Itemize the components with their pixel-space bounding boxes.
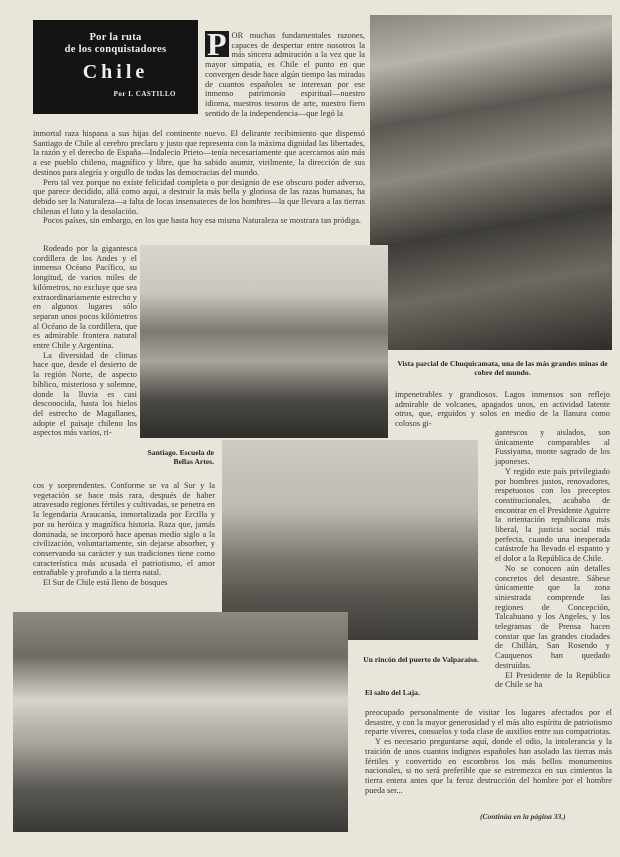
santiago-caption: Santiago. Escuela de Bellas Artes. — [147, 448, 214, 466]
paragraph: Pero tal vez porque no existe felicidad completa o por designio de ese obscuro poder adverso, que parece decidido, allá como aquí, a destruir la más bella y gloriosa de las razas humanas, ha debido ser la Naturaleza—a falta de locas insensateces de los hombres—la que llevara a las tierras chilenas el luto y la desolación. — [33, 177, 365, 216]
santiago-bellas-artes-photo — [140, 245, 388, 438]
port-caption: Un rincón del puerto de Valparaíso. — [363, 655, 479, 664]
title-box — [33, 20, 198, 114]
paragraph: El Sur de Chile está lleno de bosques — [43, 578, 168, 588]
left-bottom-text — [33, 481, 215, 588]
salto-del-laja-photo — [13, 612, 348, 832]
paragraph: No se conocen aún detalles concretos del desastre. Sábese únicamente que la zona siniestrada comprende las regiones de Concepción, Talcahuano y los Angeles, y los telegramas de Prensa hacen constar que las grandes ciudades de Chillán, San Rosendo y Cauquenos han quedado destruídas. — [495, 563, 610, 670]
intro-paragraph: OR muchas fundamentales razones, capaces de despertar entre nosotros la más sincera admiración a la vez que la mayor simpatía, es Chile el punto en que convergen desde hace algún tiempo las miradas de cuantos españoles se interesan por ese inmenso patrimonio espiritual—nuestro idioma, nuestros tesoros de arte, nuestro fiero sentido de la independencia—que legó la — [205, 31, 365, 118]
drop-cap: P — [207, 26, 227, 62]
wide-text — [33, 129, 365, 226]
paragraph: impenetrables y grandiosos. Lagos inmensos son reflejo admirable de volcanes, apagados unos, en actividad latente otros, que, erguidos y solos en medio de la llanura como colosos gi- — [395, 390, 610, 429]
valparaiso-port-photo — [222, 440, 478, 640]
right-column — [495, 428, 610, 690]
kicker-line-2: de los conquistadores — [64, 44, 167, 55]
waterfall-caption: El salto del Laja. — [365, 688, 420, 697]
paragraph: gantescos y aislados, son únicamente comparables al Fussiyama, monte sagrado de los japoneses. — [495, 428, 610, 467]
continued-note: (Continúa en la página 33.) — [480, 812, 566, 821]
kicker-line-1: Por la ruta — [89, 32, 142, 43]
kicker — [33, 32, 198, 56]
right-wide-text — [395, 390, 610, 429]
paragraph: inmortal raza hispana a sus hijas del continente nuevo. El delirante recibimiento que dispensó Santiago de Chile al cerebro preclaro y justo que representa con la máxima dignidad las libertades, la razón y el derecho de España—Indalecio Prieto—tenía necesariamente que acercarnos aún más a ese pueblo chileno, magnífico y libre, que ha sabido asumir, virilmente, la dirección de sus destinos para alegría y orgullo de todas las democracias del mundo. — [33, 129, 365, 177]
paragraph: Pocos países, sin embargo, en los que hasta hoy esa misma Naturaleza se mostrara tan pródiga. — [43, 216, 362, 226]
paragraph: Y es necesario preguntarse aquí, donde el odio, la intolerancia y la traición de unos cuantos indignos españoles han asolado las tierras más fértiles y convertido en escombros los más bellos monumentos nacionales, si no será preferible que se estremezca en sus cimientos la tierra entera antes que la feroz destrucción del hombre por el hombre pueda ser... — [365, 737, 612, 795]
left-column — [33, 244, 137, 438]
intro-text — [205, 26, 365, 118]
article-title: Chile — [82, 61, 149, 83]
paragraph: Rodeado por la gigantesca cordillera de los Andes y el inmenso Océano Pacífico, su longitud, de varios miles de kilómetros, no excluye que sea extraordinariamente estrecho y en algunos lugares sólo separan unos pocos kilómetros al Océano de la cordillera, que es admirable frontera natural entre Chile y Argentina. — [33, 244, 137, 351]
paragraph: cos y sorprendentes. Conforme se va al Sur y la vegetación se hace más rara, después de haber atravesado regiones fértiles y cultivadas, se penetra en la legendaria Araucanía, inmortalizada por Ercilla y por su heróica y magnífica historia. Raza que, jamás dominada, se incorporó hace apenas medio siglo a la civilización, voluntariamente, sin dejarse absorber, y conservando su carácter y sus tradiciones tiene como característica más acusada el patriotismo, el amor entrañable y profundo a la tierra natal. — [33, 481, 215, 578]
bottom-text — [365, 708, 612, 795]
paragraph: Y regido este país privilegiado por hombres justos, renovadores, respetuosos con los preceptos constitucionales, acababa de encontrar en el Presidente Aguirre la orientación republicana más liberal, la justicia social más perfecta, cuando una inesperada catástrofe ha llevado el espanto y el dolor a la República de Chile. — [495, 466, 610, 564]
chuquicamata-mine-photo — [370, 15, 612, 350]
paragraph: La diversidad de climas hace que, desde el desierto de la región Norte, de aspecto bíblico, misterioso y solemne, donde la lluvia es casi desconocida, hasta los hielos del estrecho de Magallanes, adopte el paisaje chileno los aspectos más varios, ri- — [33, 350, 137, 438]
mine-caption: Vista parcial de Chuquicamata, una de las más grandes minas de cobre del mundo. — [397, 359, 608, 377]
byline: Por I. CASTILLO — [113, 90, 176, 98]
paragraph: preocupado personalmente de visitar los lugares afectados por el desastre, y con la mayor generosidad y el más alto espíritu de patriotismo reparte víveres, consuelos y toda clase de auxilios entre sus compatriotas. — [365, 708, 612, 737]
paragraph: El Presidente de la República de Chile se ha — [495, 670, 610, 690]
